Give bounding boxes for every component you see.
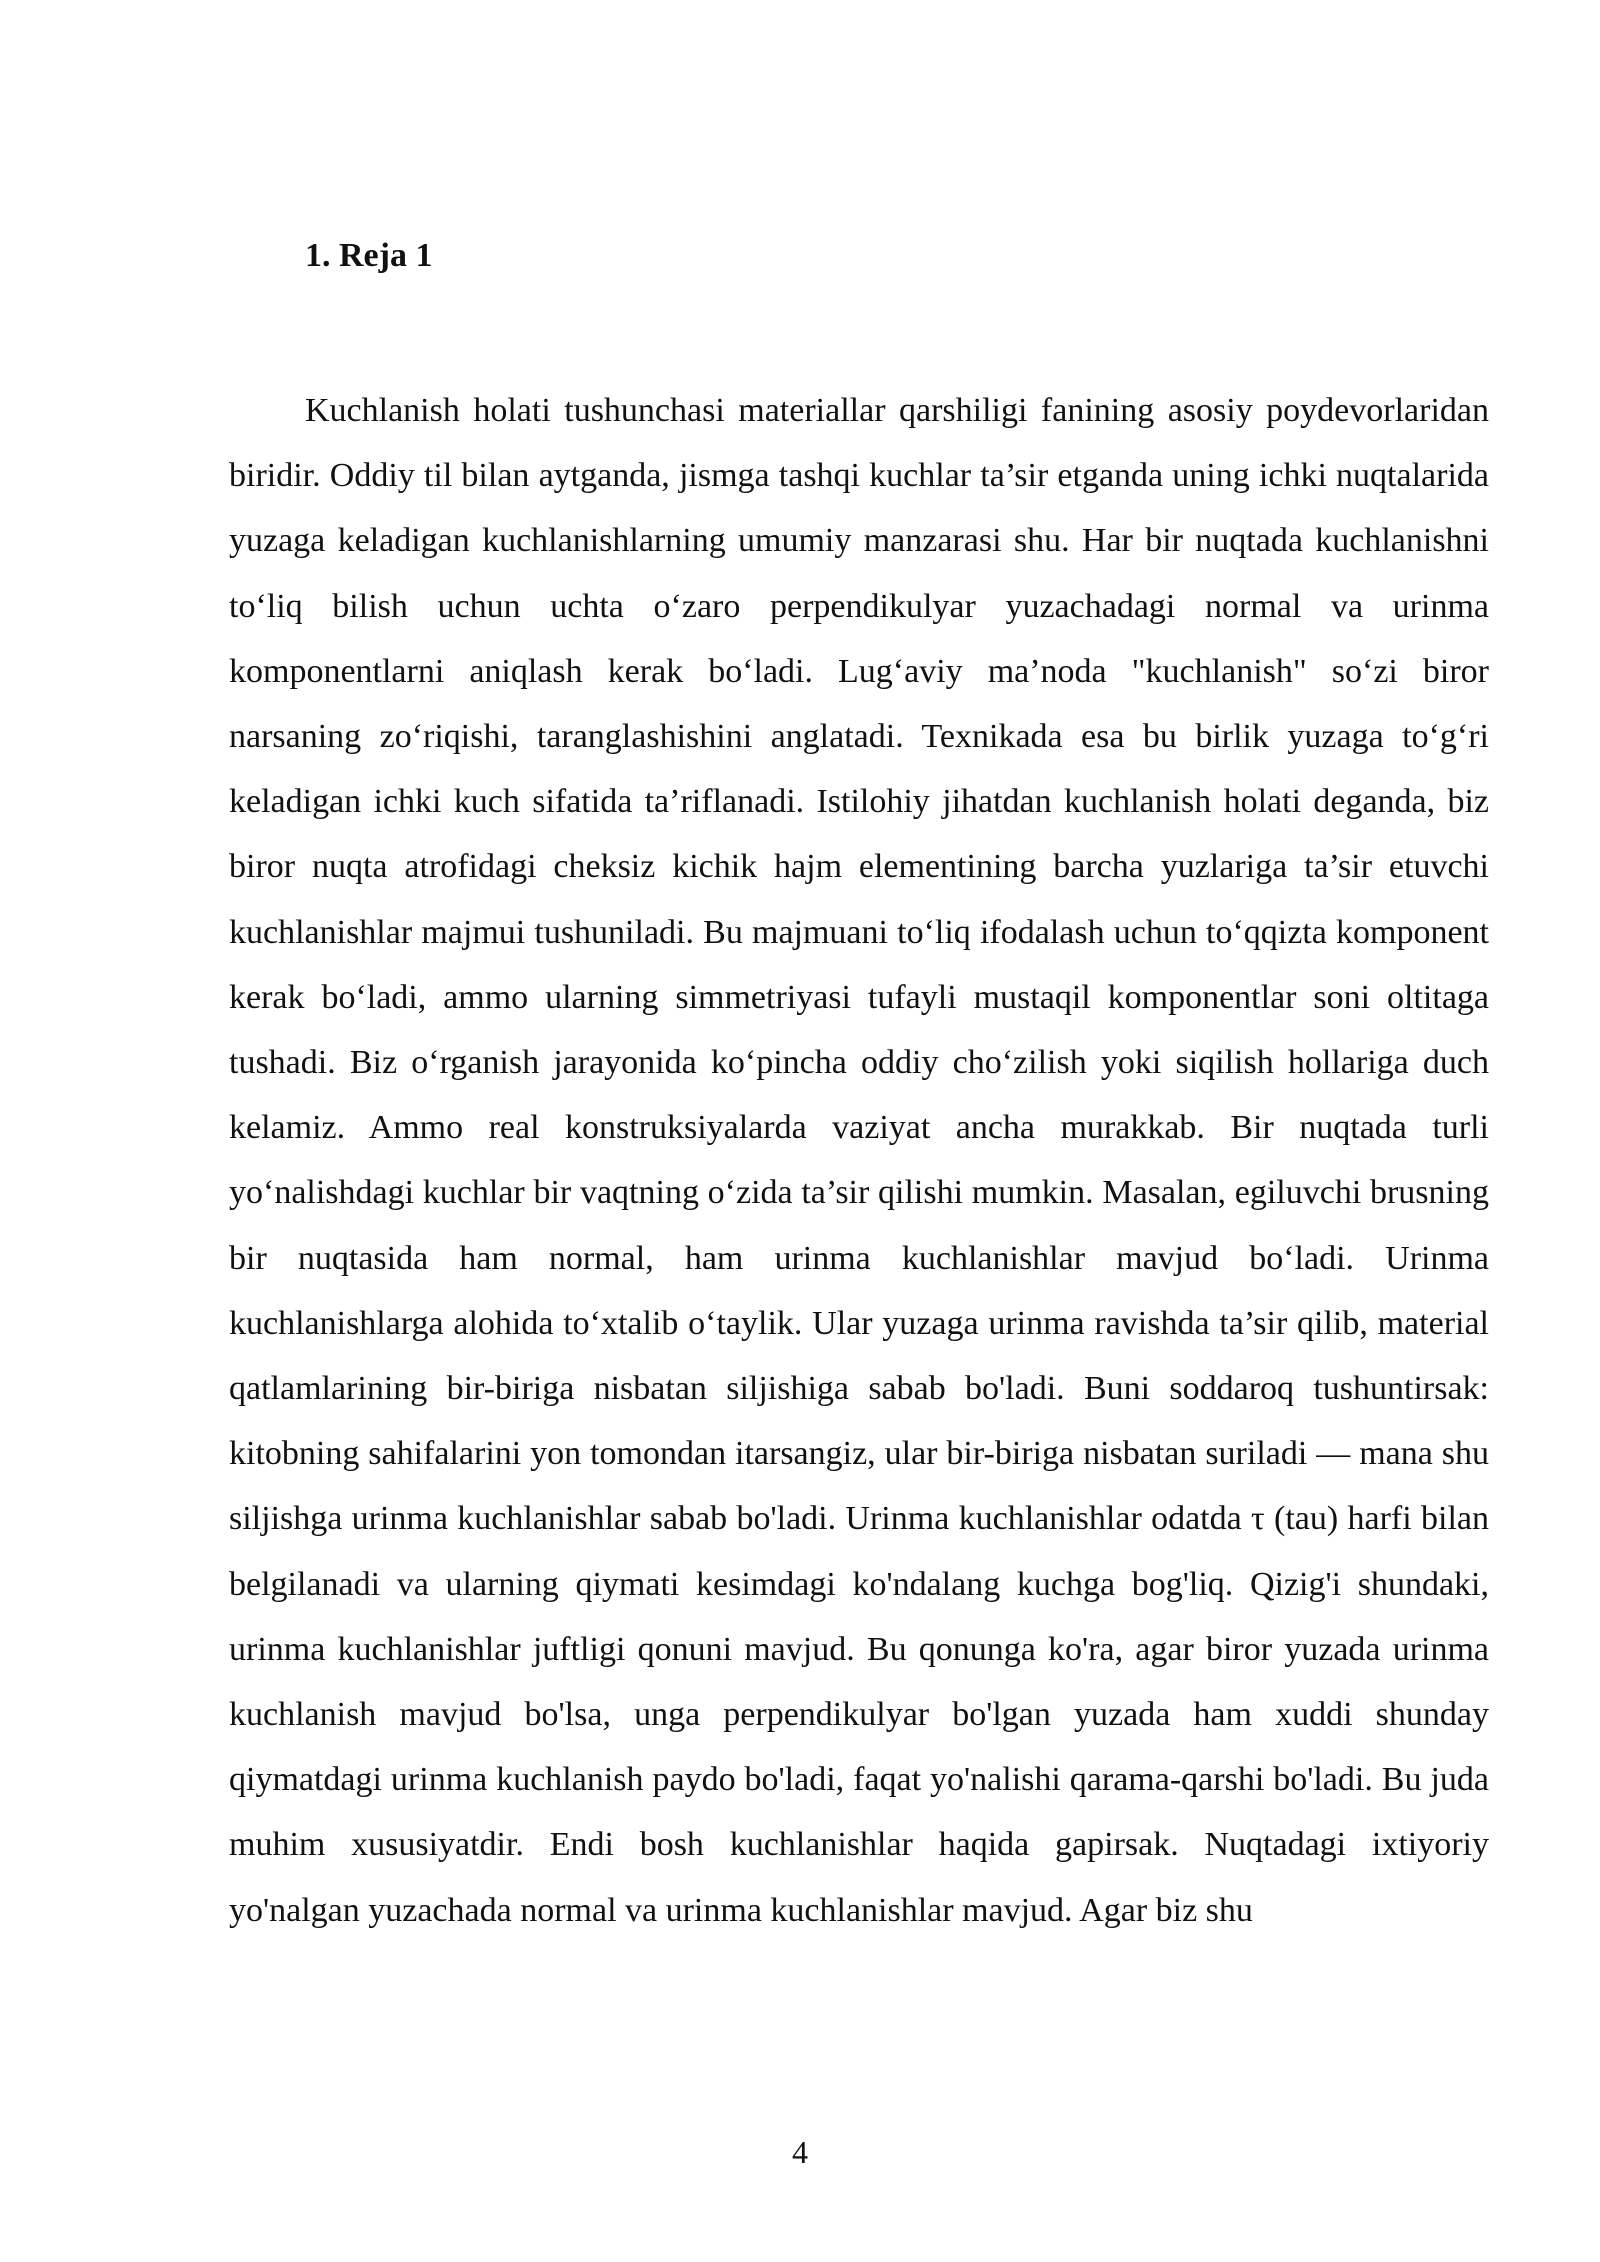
body-paragraph: Kuchlanish holati tushunchasi materiallar qarshiligi fanining asosiy poydevorlaridan biridir. Oddiy til bilan aytganda, jismga tashqi kuchlar ta’sir etganda uning ichki nuqtalarida yuzaga keladigan kuchlanishlarning umumiy manzarasi shu. Har bir nuqtada kuchlanishni to‘liq bilish uchun uchta o‘zaro perpendikulyar yuzachadagi normal va urinma komponentlarni aniqlash kerak bo‘ladi. Lug‘aviy ma’noda "kuchlanish" so‘zi biror narsaning zo‘riqishi, taranglashishini anglatadi. Texnikada esa bu birlik yuzaga to‘g‘ri keladigan ichki kuch sifatida ta’riflanadi. Istilohiy jihatdan kuchlanish holati deganda, biz biror nuqta atrofidagi cheksiz kichik hajm elementining barcha yuzlariga ta’sir etuvchi kuchlanishlar majmui tushuniladi. Bu majmuani to‘liq ifodalash uchun to‘qqizta komponent kerak bo‘ladi, ammo ularning simmetriyasi tufayli mustaqil komponentlar soni oltitaga tushadi. Biz o‘rganish jarayonida ko‘pincha oddiy cho‘zilish yoki siqilish hollariga duch kelamiz. Ammo real konstruksiyalarda vaziyat ancha murakkab. Bir nuqtada turli yo‘nalishdagi kuchlar bir vaqtning o‘zida ta’sir qilishi mumkin. Masalan, egiluvchi brusning bir nuqtasida ham normal, ham urinma kuchlanishlar mavjud bo‘ladi. Urinma kuchlanishlarga alohida to‘xtalib o‘taylik. Ular yuzaga urinma ravishda ta’sir qilib, material qatlamlarining bir-biriga nisbatan siljishiga sabab bo'ladi. Buni soddaroq tushuntirsak: kitobning sahifalarini yon tomondan itarsangiz, ular bir-biriga nisbatan suriladi — mana shu siljishga urinma kuchlanishlar sabab bo'ladi. Urinma kuchlanishlar odatda τ (tau) harfi bilan belgilanadi va ularning qiymati kesimdagi ko'ndalang kuchga bog'liq. Qizig'i shundaki, urinma kuchlanishlar juftligi qonuni mavjud. Bu qonunga ko'ra, agar biror yuzada urinma kuchlanish mavjud bo'lsa, unga perpendikulyar bo'lgan yuzada ham xuddi shunday qiymatdagi urinma kuchlanish paydo bo'ladi, faqat yo'nalishi qarama-qarshi bo'ladi. Bu juda muhim xususiyatdir. Endi bosh kuchlanishlar haqida gapirsak. Nuqtadagi ixtiyoriy yo'nalgan yuzachada normal va urinma kuchlanishlar mavjud. Agar biz shu bbox=[229, 392, 1489, 1929]
page-number: 4 bbox=[792, 2134, 808, 2170]
section-heading: 1. Reja 1 bbox=[305, 237, 433, 274]
